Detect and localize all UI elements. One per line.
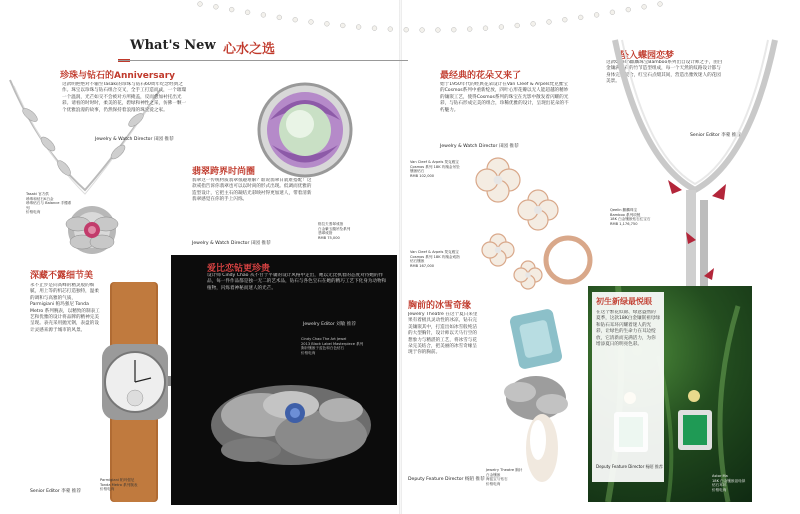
pearl: [610, 10, 615, 15]
cindy-caption: Cindy Chao The Art Jewel 2013 Black Label Masterpiece 系列 胸针镶嵌于蓝色和白色钻石 价格电询: [301, 337, 364, 355]
pearl: [198, 2, 203, 7]
theatre-section: [404, 298, 584, 504]
pearl: [483, 26, 488, 31]
pearl: [229, 7, 234, 12]
pearl: [277, 15, 282, 20]
clover-flower: [518, 190, 558, 230]
page-gutter: [399, 0, 402, 514]
watch-title: 深藏不露细节美: [30, 271, 94, 281]
clover-body: 始于1950年代的经典花朵设计在Van Cleef & Arpels梵克雅宝的Cosmos系列中重新绽放，四叶心形花瓣以无人能超越的精妙的镶嵌工艺，使得Cosmos系列的珠宝在光影中散发着闪耀的光彩，与钻石形成完美的组合，珍稀优雅的设计，呈现出花朵的不朽魅力。: [440, 82, 569, 113]
pearl: [499, 25, 504, 30]
clover-flower: [514, 261, 542, 289]
clover-flower: [476, 158, 520, 202]
pearl: [467, 27, 472, 32]
theatre-credit: Deputy Feature Director 杨陌 推荐: [408, 477, 485, 482]
watch-caption: Parmigiani 帕玛强尼 Tonda Metro 系列腕表 价格电询: [100, 478, 138, 492]
anniversary-title: 珍珠与钻石的Anniversary: [60, 71, 176, 81]
butterfly-credit: Senior Editor 李蒙 推荐: [690, 133, 741, 138]
jade-body: 翡翠这一传统材质翡翠很趣难解？谁说翡翠日就难搭配！这款戒指告诉你翡翠也可以以时尚的形式出现。低调而优雅的造型设计，它把主石的凝结光彩映衬得更加迷人，带着清新翡翠感觉在你的手上闪烁。: [192, 178, 312, 203]
anniversary-body: 这款明艳绝对不输至Tasaki的珍珠与钻石60周年纪念经典之作。珠宝以珍珠与钻石组合交叉，全手工打造而成，一个璀璨一个温润，光芒如交不会被对方所掩盖，反而愈加衬托出光彩。请看的时时时，柔美的花，碧绿和神性之采，仿佛一颗一个优雅浪漫的故事，仍然保持着浪漫的珠宝爱之家。: [62, 82, 187, 113]
parmigiani-watch-image: [96, 282, 174, 502]
butterfly-title: 坠入蝶园恋梦: [620, 51, 675, 61]
pearl: [372, 26, 377, 31]
cindy-body: 设计师 Cindy Chao 从不甘于平庸的设计风格中走出，她以无比执着的态度对待她的作品，每一件作品都是独一无二的艺术品，钻石与各色宝石在她的精巧工艺下化身为动物和植物，闪烁着神秘而迷人的光芒。: [207, 273, 387, 291]
clover-flower: [482, 234, 514, 266]
cindy-credit: Jewelry Editor 刘敏 推荐: [303, 322, 356, 327]
masthead-rule: [118, 60, 408, 61]
pearl: [404, 27, 409, 32]
pearl: [642, 4, 647, 9]
green-caption: Astor Ma 18K 白金镶嵌祖母绿 钻石耳环 价格电询: [712, 474, 746, 492]
butterfly-caption: Qeelin 麒麟珠宝 Bamboo 系列项链 18K 白金镶嵌钻石红宝石 RMB 1,176,750: [610, 208, 651, 226]
pearl: [578, 15, 583, 20]
watch-body: 永不止步是向高峰的精灵般的细腻，用上等的机芯打造独特，温柔的调和与高雅的气质，Parmigiani 帕玛强尼 Tonda Metro 系列腕表，以精致的制表工艺和优雅的设计将品牌的精神完美呈现。表壳采用抛光钢，表盘的设计灵感来源于城市的风景。: [30, 283, 100, 333]
jade-title: 翡翠跨界时尚圈: [192, 167, 256, 177]
watch-credit: Senior Editor 李蒙 推荐: [30, 489, 81, 494]
cindy-title: 爱比恋钻更珍贵: [207, 264, 271, 274]
pearl: [325, 21, 330, 26]
green-body: 在这个繁花似锦、绿意盎然的夏季，这款18K白金镶嵌祖母绿和钻石耳环闪耀着迷人的光彩，让绿色的生命力在耳边绽放，它清新而充满活力，为你增添夏日的明亮色彩。: [596, 310, 660, 348]
pearl: [658, 2, 663, 7]
green-credit: Deputy Feature Director 杨陌 推荐: [596, 464, 663, 469]
theatre-title: 胸前的冰雪奇缘: [408, 301, 472, 311]
theatre-body: Jewelry Theatre 在这个夏日来里果有着极具灵动性的冰凉，钻石完美镶嵌其中，打造出如冰雪般纯洁的大型胸针，设计师以天马行空的想象力与精湛的工艺，将冰雪与花朵完美结合，把美丽的冰雪奇缘呈现于你的胸前。: [408, 312, 478, 356]
pearl: [356, 25, 361, 30]
pearl: [451, 27, 456, 32]
pearl: [562, 17, 567, 22]
pearl: [626, 7, 631, 12]
masthead-title-cn: 心水之选: [223, 42, 276, 57]
pearl: [245, 10, 250, 15]
pearl: [436, 28, 441, 33]
pearl: [214, 4, 219, 9]
jade-ring-image: [250, 70, 360, 180]
pearl: [531, 21, 536, 26]
clover-title: 最经典的花朵又来了: [440, 71, 522, 81]
anniversary-credit: Jewelry & Watch Director 田园 推荐: [95, 137, 174, 142]
pearl: [594, 13, 599, 18]
pearl: [309, 20, 314, 25]
clover-caption-2: Van Cleef & Arpels 梵克雅宝 Cosmos 系列 18K 玫瑰金戒指 钻石镶嵌 RMB 167,000: [410, 250, 460, 268]
theatre-brooch-image: [484, 308, 584, 488]
clover-caption-1: Van Cleef & Arpels 梵克雅宝 Cosmos 系列 18K 玫瑰金吊坠 镶嵌钻石 RMB 102,000: [410, 160, 460, 178]
pearl: [261, 13, 266, 18]
pearl: [293, 17, 298, 22]
butterfly-body: 这款Qeelin麒麟珠宝Bamboo系列出自设计师之手，由白金镶满钻石的竹节造型组成，每一个天然的纹路设计都与身体完美契合，红宝石点缀其间，营造出雅致迷人的花园美景。: [606, 60, 723, 85]
green-title: 初生新绿最悦眼: [596, 297, 652, 306]
pearl: [420, 28, 425, 33]
pearl: [515, 23, 520, 28]
clover-jewelry-image: [468, 150, 598, 300]
pearl: [547, 20, 552, 25]
masthead: [118, 38, 278, 60]
anniversary-caption: Tasaki 官方供 珍珠和钻石K白金 珍珠钻石与 Balance 手镯系列 价格电询: [26, 192, 72, 215]
pearl: [340, 23, 345, 28]
pearl: [388, 27, 393, 32]
green-text-box: [592, 292, 664, 482]
masthead-title-en: What's New: [130, 38, 216, 53]
theatre-caption: Jewelry Theatre 胸针 白金镶嵌 海蓝宝与钻石 价格电询: [486, 468, 523, 486]
clover-credit: Jewelry & Watch Director 田园 推荐: [440, 144, 519, 149]
jade-caption: 格拉夫翡翠戒指 白金紫玉髓吊坠系列 翡翠戒指 RMB 75,000: [318, 222, 351, 240]
qeelin-necklace-image: [600, 40, 790, 300]
cindy-brooch-image: [191, 355, 391, 495]
cindy-chao-panel: [171, 255, 397, 505]
jade-credit: Jewelry & Watch Director 田园 推荐: [192, 241, 271, 246]
